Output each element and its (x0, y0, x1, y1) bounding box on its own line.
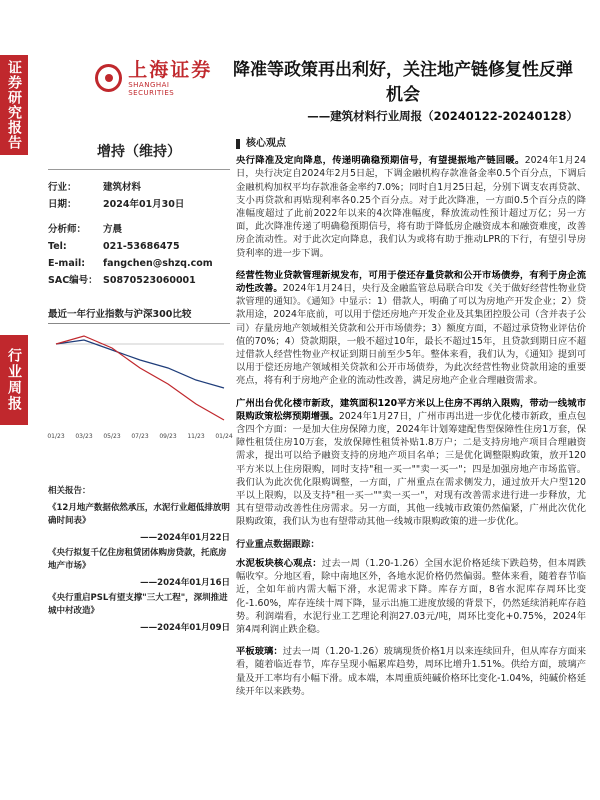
chart-x-tick-label: 03/23 (75, 433, 93, 440)
tel-value: 021-53686475 (103, 241, 180, 252)
related-head: 相关报告： (48, 486, 91, 496)
paragraph-rrr-cut (236, 154, 586, 260)
logo-mark-icon (95, 64, 122, 92)
rating-label: 增持（维持） (48, 135, 230, 170)
company-logo (95, 58, 215, 98)
paragraph-cement (236, 557, 586, 636)
core-head-text: 核心观点 (246, 138, 286, 149)
industry-value: 建筑材料 (103, 182, 142, 193)
logo-cn-text: 上海证券 (128, 59, 213, 81)
logo-en-text: SHANGHAI SECURITIES (128, 81, 175, 97)
paragraph-body: 2024年1月24日，央行及金融监管总局联合印发《关于做好经营性物业贷款管理的通知》。《通知》中显示：1）借款人，明确了可以为房地产开发企业；2）贷款用途，2024年底前，可以用于偿还房地产开发企业及其集团控股公司（含并表子公司）存量房地产领域相关贷款和公开市场债券；3）额度方面，不超过承贷物业评估价值的70%；4）贷款期限，一般不超过10年，最长不超过15年，且贷款到期日应不超过借款人经营性物业产权证到期日前至少5年。整体来看，我们认为，《通知》提到可以用于偿还房地产领域相关贷款和公开市场债券，为此次经营性物业贷款用途的重要亮点，将有利于房地产企业的流动性改善，满足房地产企业合理融资需求。 (236, 283, 586, 387)
email-value[interactable]: fangchen@shzq.com (103, 258, 213, 269)
chart-x-tick-label: 01/23 (47, 433, 65, 440)
chart-x-tick-label: 01/24 (215, 433, 233, 440)
paragraph-body: 2024年1月27日，广州市再出进一步优化楼市新政，重点包含四个方面：一是加大住房保障力度，2024年计划筹建配售型保障性住房1万套，保障性租赁住房10万套，发放保障性租赁补贴1.8万户；二是支持房地产项目合理融资需求，提出可以给予融资支持的房地产项目名单；三是优化调整限购政策，放开120平方米以上住房限购，同时支持"租一买一""卖一买一"；四是加强房地产市场监管。我们认为此次优化限购调整，一方面，广州重点在需求侧发力，通过放开大户型120平以上限购，以及支持"租一买一""卖一买一"，对现有改善需求进行进一步释放，尤其有望带动改善性住房需求。另一方面，其他一线城市政策仍然偏紧，广州此次优化限购政策，我们认为也有望带动其他一线城市限购政策的进一步优化。 (236, 410, 586, 528)
related-item-title: 《12月地产数据依然承压，水泥行业超低排放明确时间表》 (48, 503, 230, 526)
sac-value: S0870523060001 (103, 275, 196, 286)
tel-label: Tel: (48, 241, 67, 252)
date-label: 日期： (48, 199, 77, 210)
paragraph-lead: 平板玻璃： (236, 646, 283, 658)
related-item-title: 《央行重启PSL有望支撑"三大工程"，深圳推进城中村改造》 (48, 593, 228, 616)
core-section-head (236, 137, 586, 150)
chart-x-tick-label: 05/23 (103, 433, 121, 440)
related-item[interactable] (48, 592, 230, 633)
paragraph-lead: 水泥板块核心观点： (236, 557, 322, 569)
side-label-research-report: 证券研究报告 (0, 55, 28, 155)
related-item-date: ——2024年01月16日 (140, 578, 230, 588)
info-panel (48, 135, 230, 288)
paragraph-body: 过去一周（1.20-1.26）玻璃现货价格1月以来连续回升，但从库存方面来看，随着临近春节，库存呈现小幅累库趋势，周环比增升1.51%。供给方面，玻璃产量及开工率均有小幅下滑。成本端，本周重质纯碱价格环比变化-1.04%，纯碱价格延续开年以来跌势。 (236, 646, 586, 697)
email-label: E-mail: (48, 258, 86, 269)
report-subtitle: ——建筑材料行业周报（20240122-20240128） (307, 109, 578, 123)
paragraph-glass (236, 645, 586, 698)
related-item-title: 《央行拟复千亿住房租赁团体购房贷款，托底房地产市场》 (48, 548, 227, 571)
chart-svg (47, 324, 233, 442)
paragraph-lead: 央行降准及定向降息，传递明确稳预期信号，有望提振地产链回暖。 (236, 155, 525, 167)
related-item-date: ——2024年01月09日 (140, 623, 230, 633)
related-item-date: ——2024年01月22日 (140, 533, 230, 543)
paragraph-body: 2024年1月24日，央行决定自2024年2月5日起，下调金融机构存款准备金率0.5个百分点，下调后金融机构加权平均存款准备金率约7.0%；同时自1月25日起，分别下调支农再贷款、支小再贷款和再贴现利率各0.25个百分点。对于此次降准，一方面0.5个百分点的降准幅度超过了此前2022年以来的4次降准幅度，释放流动性预计超过万亿；另一方面，此次降准传递了明确稳预期信号，将有助于降低房企融资成本和融资难度，改善房企流动性。对于此次定向降息，我们认为或将有助于推动LPR的下行，有望引导房贷利率的进一步下调。 (236, 155, 586, 259)
side-label-industry-weekly: 行业周报 (0, 335, 28, 425)
index-comparison-chart (47, 306, 233, 442)
paragraph-lead: 经营性物业贷款管理新规发布，可用于偿还存量贷款和公开市场债券，有利于房企流动性改善。 (236, 269, 586, 295)
date-value: 2024年01月30日 (103, 199, 185, 210)
chart-series-line-0 (56, 340, 224, 388)
analyst-label: 分析师： (48, 224, 87, 235)
sac-label: SAC编号： (48, 275, 98, 286)
chart-x-tick-label: 11/23 (187, 433, 205, 440)
paragraph-guangzhou-policy (236, 397, 586, 529)
main-content (236, 137, 586, 707)
chart-x-tick-label: 07/23 (131, 433, 149, 440)
report-title: 降准等政策再出利好，关注地产链修复性反弹机会 (233, 60, 573, 105)
chart-x-tick-label: 09/23 (159, 433, 177, 440)
related-reports (48, 484, 230, 637)
related-item[interactable] (48, 547, 230, 588)
analyst-value: 方晨 (103, 224, 123, 235)
paragraph-lead: 广州出台优化楼市新政，建筑面积120平方米以上住房不再纳入限购，带动一线城市限购政策松绑预期增强。 (236, 397, 586, 422)
section-marker-icon (236, 139, 240, 149)
paragraph-body: 过去一周（1.20-1.26）全国水泥价格延续下跌趋势，但本周跌幅收窄。分地区看，除中南地区外，各地水泥价格仍然偏弱。整体来看，随着春节临近，全如年前内需大幅下滑，水泥需求下降。库存方面，8省水泥库存周环比变化-1.60%，库存连续十周下降，显示出施工进度放缓的背景下，仍然延续消耗库存趋势。利润端看，水泥行业工艺理论利润27.03元/吨，周环比变化+0.75%，2024年第4周利润止跌企稳。 (236, 557, 586, 635)
paragraph-property-loan (236, 269, 586, 388)
related-item[interactable] (48, 502, 230, 543)
tracking-head: 行业重点数据跟踪： (236, 538, 320, 550)
chart-series-line-1 (56, 336, 224, 420)
chart-title: 最近一年行业指数与沪深300比较 (48, 306, 230, 324)
industry-label: 行业： (48, 182, 77, 193)
